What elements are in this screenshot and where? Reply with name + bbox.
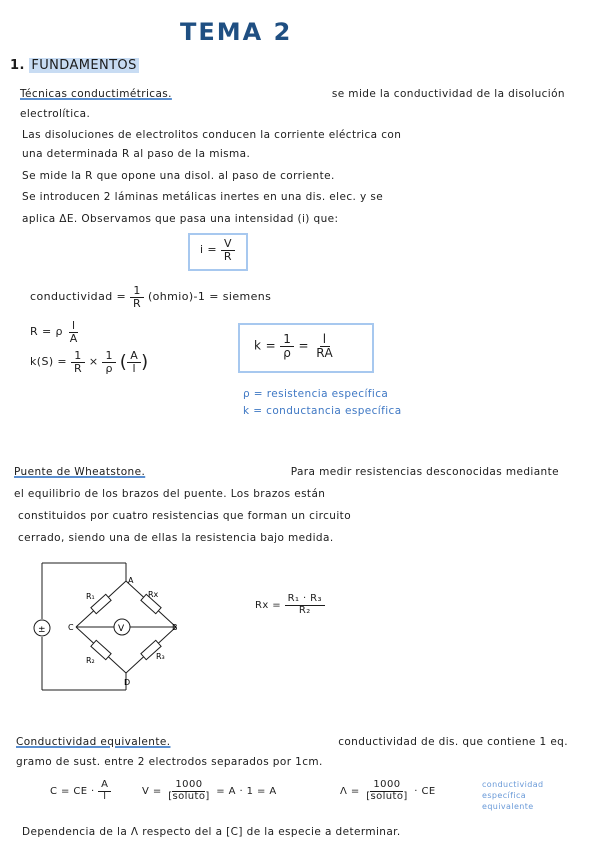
resistencia-num: l (69, 320, 78, 333)
note-1: conductividad (482, 780, 544, 789)
wheatstone-line-3: constituidos por cuatro resistencias que forman un circuito (18, 510, 352, 522)
wheatstone-line-1 (14, 466, 559, 478)
equivalente-line-1 (16, 736, 568, 748)
def-rho: ρ = resistencia específica (243, 388, 389, 400)
resistencia-lhs: R = ρ (30, 325, 63, 339)
ohm-lhs: i = (200, 243, 217, 257)
f2-rest: = A · 1 = A (216, 786, 277, 797)
node-a: A (128, 576, 134, 585)
ks-den2: ρ (105, 361, 113, 375)
meter-label: V (118, 624, 125, 634)
kbox-num2: l (320, 333, 330, 347)
resistencia-den: A (69, 331, 78, 345)
label-r3: R₃ (156, 652, 165, 661)
f1-lhs: C = CE · (50, 786, 95, 797)
node-c: C (68, 623, 74, 632)
f3-den: [soluto] (366, 790, 408, 802)
intro-line-5: Se mide la R que opone una disol. al paso de corriente. (22, 170, 335, 182)
ks-num3: A (127, 350, 141, 363)
wheatstone-circuit (30, 555, 190, 695)
page-title: TEMA 2 (180, 18, 293, 46)
node-b: B (172, 623, 178, 632)
kbox-den2: RA (316, 345, 334, 360)
ks-num2: 1 (102, 350, 115, 363)
kbox-den1: ρ (283, 345, 292, 360)
ks-den3: l (132, 361, 136, 375)
equivalente-f1 (50, 780, 111, 802)
ohm-formula-box (188, 233, 248, 271)
f2-den: [soluto] (168, 790, 210, 802)
equivalente-f2 (142, 780, 277, 802)
equivalente-last-line: Dependencia de la Λ respecto del a [C] de la especie a determinar. (22, 826, 401, 838)
ohm-den: R (223, 249, 232, 263)
equivalente-line-2: gramo de sust. entre 2 electrodos separados por 1cm. (16, 756, 323, 768)
note-3: equivalente (482, 802, 534, 811)
ks-mult: × (88, 355, 99, 369)
section-name: FUNDAMENTOS (31, 58, 137, 73)
def-k: k = conductancia específica (243, 405, 402, 417)
wheatstone-line1-text: Para medir resistencias desconocidas mediante (290, 466, 559, 478)
wheatstone-line-4: cerrado, siendo una de ellas la resistencia bajo medida. (18, 532, 334, 544)
conductividad-den: R (133, 296, 142, 310)
intro-line1-text: se mide la conductividad de la disolución (331, 88, 565, 100)
intro-line-3: Las disoluciones de electrolitos conducen la corriente eléctrica con (22, 129, 402, 141)
intro-line-1 (20, 88, 565, 100)
ks-lhs: k(S) = (30, 355, 68, 369)
wheatstone-formula-num: R₁ · R₃ (285, 594, 325, 606)
label-r1: Rx (148, 590, 159, 599)
section-number: 1. (10, 58, 25, 73)
wheatstone-formula-lhs: Rx = (255, 600, 282, 611)
conductividad-units: (ohmio)-1 = siemens (147, 290, 272, 304)
intro-line-7: aplica ΔE. Observamos que pasa una intensidad (i) que: (22, 213, 339, 225)
kbox-num1: 1 (280, 333, 294, 347)
f2-num: 1000 (172, 780, 205, 792)
conductividad-formula (30, 285, 271, 309)
f3-rest: · CE (414, 786, 436, 797)
wheatstone-formula-den: R₂ (298, 604, 311, 616)
wheatstone-line-2: el equilibrio de los brazos del puente. Los brazos están (14, 488, 326, 500)
intro-line-4: una determinada R al paso de la misma. (22, 148, 251, 160)
kbox-lhs: k = (254, 338, 277, 353)
conductividad-num: 1 (130, 285, 143, 298)
f1-num: A (98, 780, 111, 792)
equivalente-line1-text: conductividad de dis. que contiene 1 eq. (338, 736, 568, 748)
f3-lhs: Λ = (340, 786, 360, 797)
ohm-num: V (221, 238, 235, 251)
node-d: D (124, 678, 131, 687)
svg-text:±: ± (38, 625, 46, 635)
note-2: específica (482, 791, 527, 800)
ks-den1: R (73, 361, 83, 375)
section-heading (10, 58, 139, 73)
intro-line-2: electrolítica. (20, 108, 91, 120)
equivalente-label: Conductividad equivalente. (16, 736, 171, 748)
ks-formula: k(S) = $\frac{1}{R}$ × $\frac{1}{\rho}$ ( $\frac{A}{l}$ ) (30, 349, 149, 375)
f3-num: 1000 (370, 780, 403, 792)
wheatstone-formula (255, 594, 325, 616)
label-r2: R₂ (86, 656, 95, 665)
intro-label: Técnicas conductimétricas. (20, 88, 172, 100)
f1-den: l (103, 790, 107, 802)
conductividad-lhs: conductividad = (30, 290, 127, 304)
label-rx: R₁ (86, 592, 95, 601)
kbox-eq: = (298, 338, 309, 353)
k-formula-box (238, 323, 374, 373)
f2-lhs: V = (142, 786, 162, 797)
wheatstone-label: Puente de Wheatstone. (14, 466, 146, 478)
intro-line-6: Se introducen 2 láminas metálicas inertes en una dis. elec. y se (22, 191, 384, 203)
equivalente-f3 (340, 780, 436, 802)
resistencia-formula (30, 320, 81, 344)
ks-num1: 1 (71, 350, 84, 363)
